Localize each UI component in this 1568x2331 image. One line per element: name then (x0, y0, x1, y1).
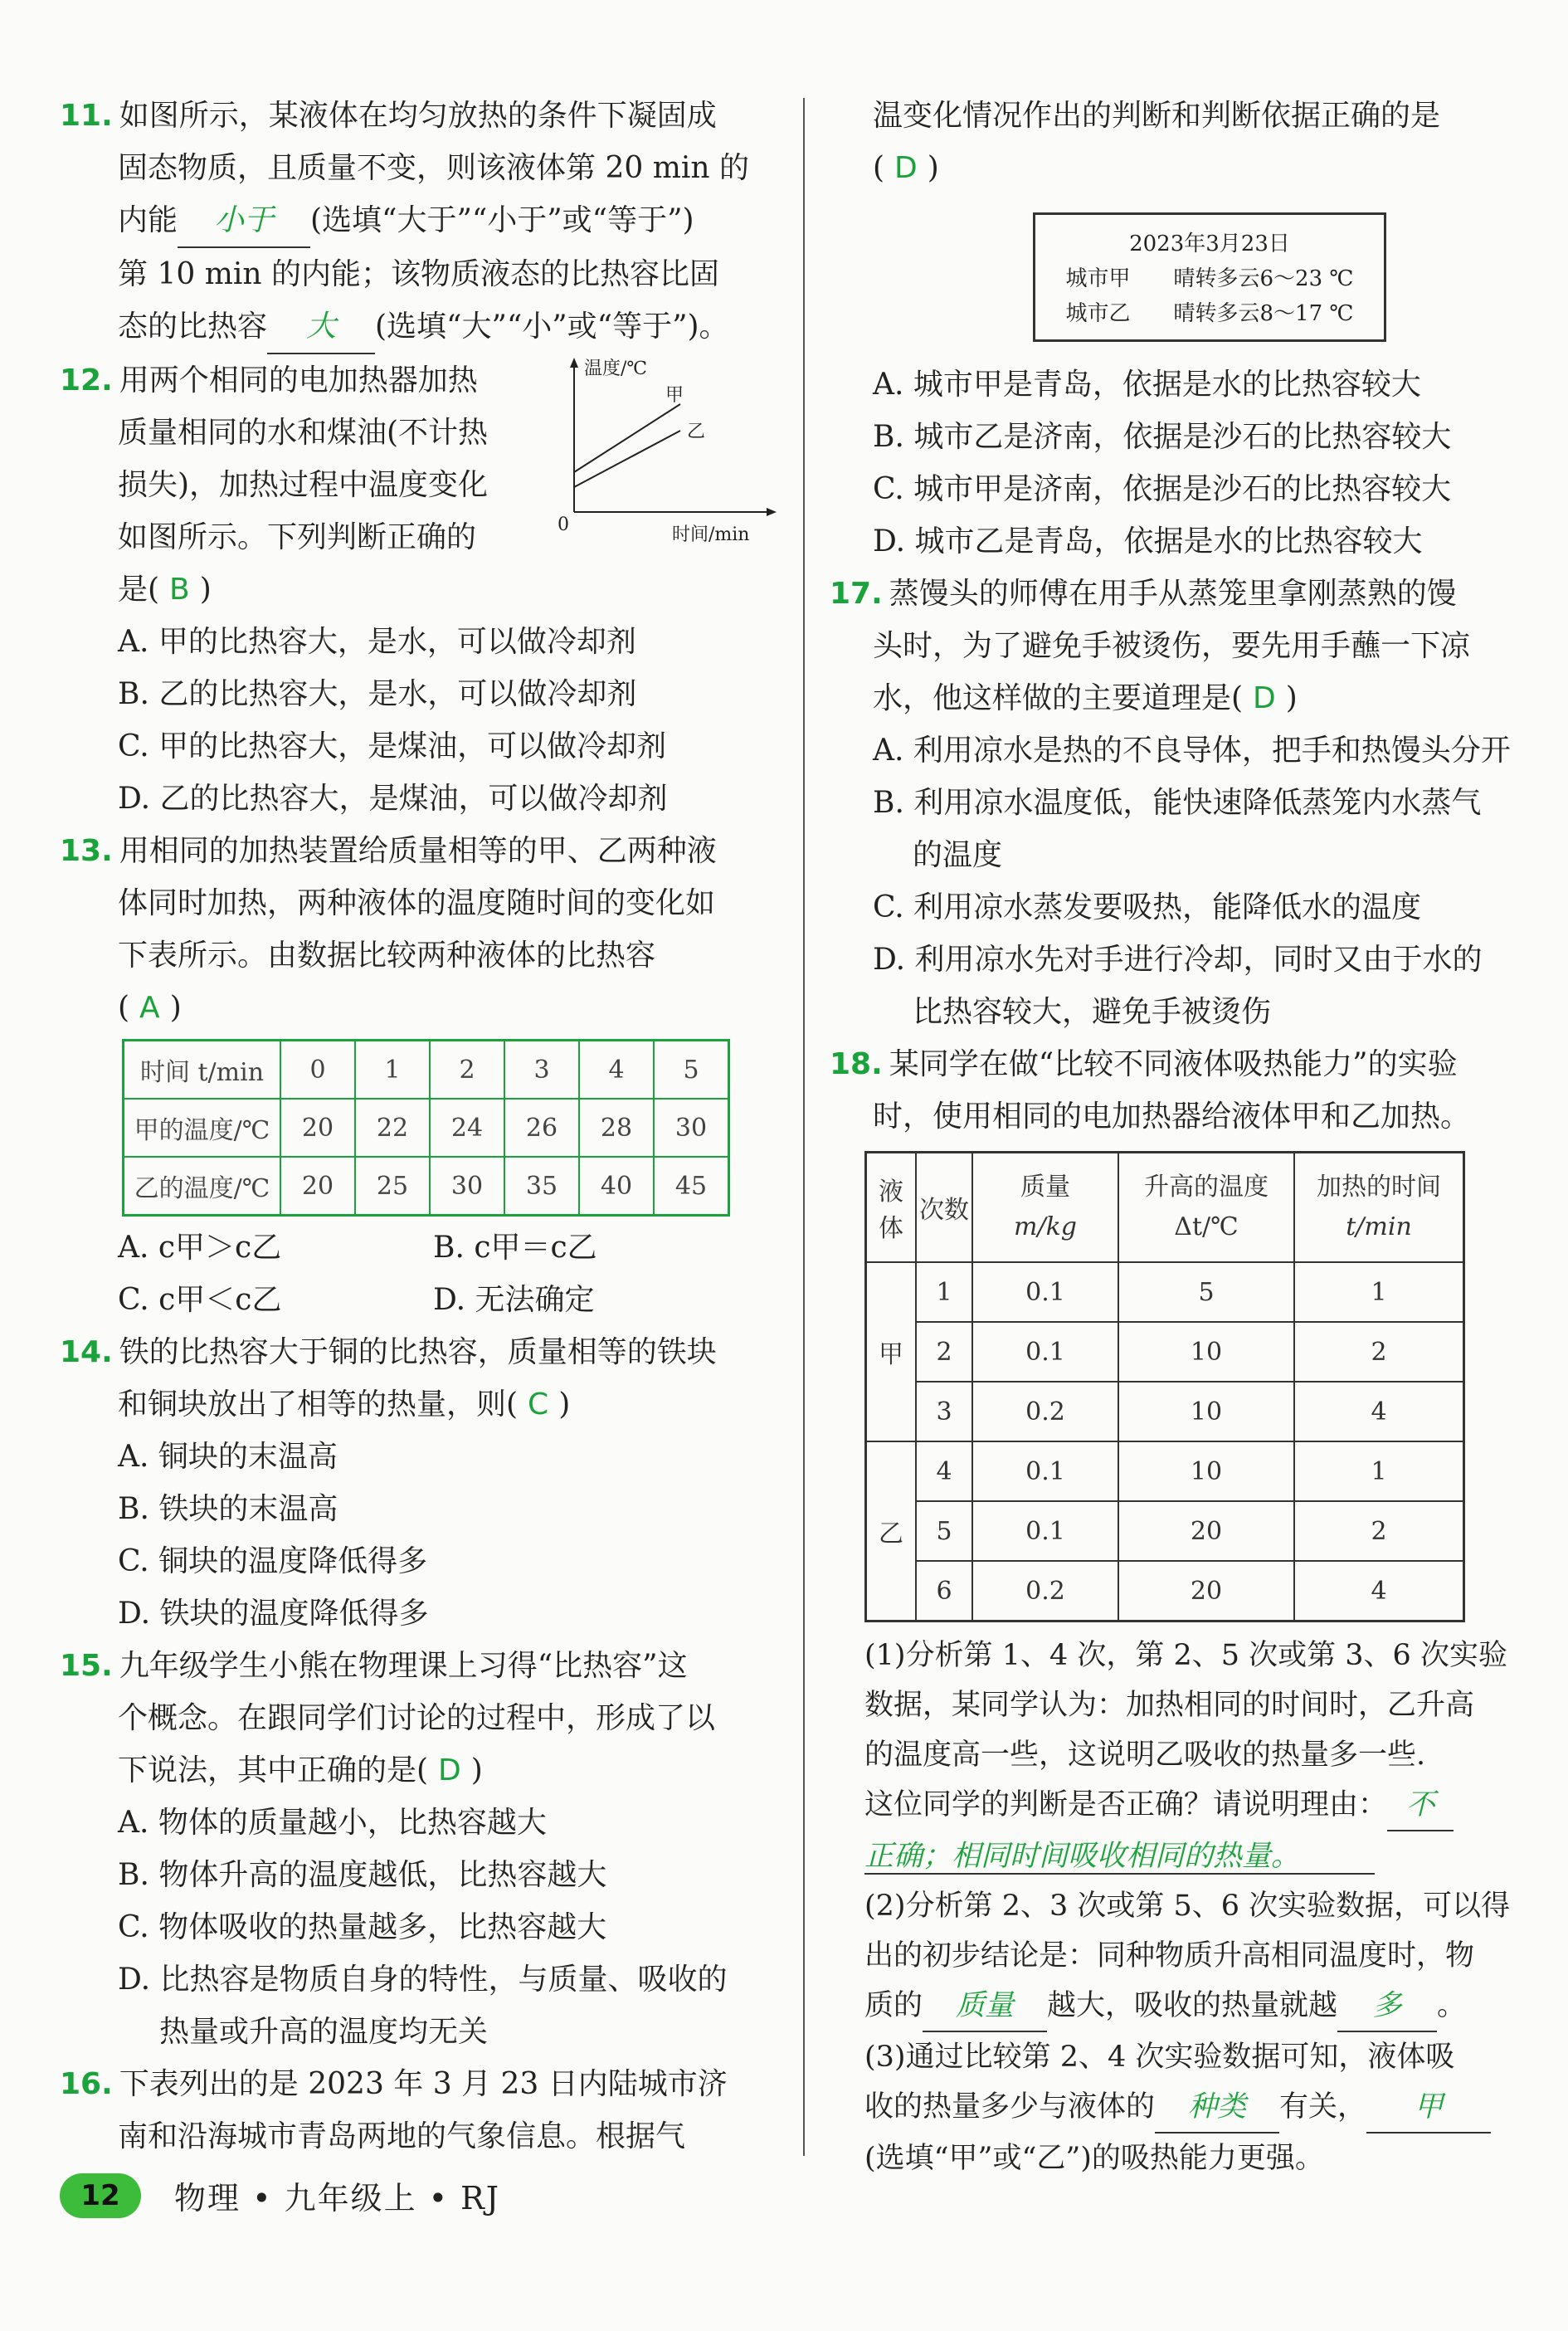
option: A. 甲的比热容大，是水，可以做冷却剂 (118, 625, 636, 659)
option: B. c甲＝c乙 (433, 1231, 597, 1265)
option: D. 乙的比热容大，是煤油，可以做冷却剂 (118, 782, 668, 816)
option: B. 利用凉水温度低，能快速降低蒸笼内水蒸气 (873, 786, 1482, 820)
answer-blank: 甲 (1366, 2082, 1491, 2133)
column-divider (803, 98, 805, 2156)
option: B. 乙的比热容大，是水，可以做冷却剂 (118, 677, 637, 711)
question-11: 11. 如图所示，某液体在均匀放热的条件下凝固成 固态物质，且质量不变，则该液体第 20 min 的 内能 小于 (选填“大于”“小于”或“等于”) 第 10 min 的内能；该物质液态的比热容比固 态的比热容 大 (选填“大”“小”或“等于”)。 (60, 90, 782, 354)
answer-blank: 不 (1387, 1780, 1454, 1831)
option: C. 城市甲是济南，依据是沙石的比热容较大 (873, 472, 1452, 506)
option: C. 物体吸收的热量越多，比热容越大 (118, 1910, 607, 1944)
question-13: 13. 用相同的加热装置给质量相等的甲、乙两种液 体同时加热，两种液体的温度随时间的变化如 下表所示。由数据比较两种液体的比热容 ( A ) 时间 t/min 0 1 2 3 4 5 甲的温度/℃ 20 22 24 26 28 30 乙的温度/℃ 20 25 30 35 40 45 A. c甲＞c乙 B. c甲＝c乙 C. c甲＜c乙 D. 无法确定 (60, 825, 782, 1326)
option: D. 利用凉水先对手进行冷却，同时又由于水的 (873, 943, 1483, 977)
answer-handwriting: 正确；相同时间吸收相同的热量。 (864, 1840, 1375, 1875)
experiment-table (864, 1151, 1465, 1622)
option: A. c甲＞c乙 (118, 1231, 282, 1265)
graph-ylabel: 温度/℃ (584, 358, 648, 379)
option: C. 利用凉水蒸发要吸热，能降低水的温度 (873, 890, 1422, 924)
temperature-table (122, 1039, 730, 1217)
question-12: 12. 用两个相同的电加热器加热 质量相同的水和煤油(不计热 损失)，加热过程中温度变化 如图所示。下列判断正确的 是( B ) 温度/℃ 时间/min 0 甲 乙 A. 甲的比热容大，是水，可以做冷却剂 B. 乙的比热容大，是水，可以做冷却剂 C. 甲的比热容大，是煤油，可以做冷却剂 D. 乙的比热容大，是煤油，可以做冷却剂 (60, 354, 782, 825)
answer-blank: 大 (267, 300, 375, 354)
question-16-continued: 温变化情况作出的判断和判断依据正确的是 ( D ) 2023年3月23日 城市甲 晴转多云6～23 ℃ 城市乙 晴转多云8～17 ℃ A. 城市甲是青岛，依据是水的比热容较大 B. 城市乙是济南，依据是沙石的比热容较大 C. 城市甲是济南，依据是沙石的比热容较大 D. 城市乙是青岛，依据是水的比热容较大 (830, 90, 1531, 568)
option: A. 利用凉水是热的不良导体，把手和热馒头分开 (873, 734, 1511, 768)
left-column (60, 90, 782, 2163)
option: C. 铜块的温度降低得多 (118, 1544, 428, 1578)
answer-blank: 小于 (178, 194, 310, 248)
option: D. 比热容是物质自身的特性，与质量、吸收的 (118, 1963, 728, 1997)
question-18: 18. 某同学在做“比较不同液体吸热能力”的实验 时，使用相同的电加热器给液体甲和乙加热。 液体 次数 质量 m/kg 升高的温度 Δt/℃ 加热的时间 t/min 甲 1 0.1 5 1 2 0.1 10 2 3 0.2 10 4 乙 4 0.1 10 1 5 0.1 20 2 6 0.2 20 4 (1)分析第 1、4 次，第 2、5 次或第 3、6 次实验 数据，某同学认为：加热相同的时间时，乙升高 的温度高一些，这说明乙吸收的热量多一些. 这位同学的判断是否正确？请说明理由： 不 正确；相同时间吸收相同的热量。 (2)分析第 2、3 次或第 5、6 次实验数据，可以得 出的初步结论是：同种物质升高相同温度时，物 质的 质量 越大，吸收的热量就越 多 。 (3)通过比较第 2、4 次实验数据可知，液体吸 收的热量多少与液体的 种类 有关， 甲 (选填“甲”或“乙”)的吸热能力更强。 (830, 1038, 1531, 2183)
answer-choice: B (169, 573, 190, 607)
option: B. 城市乙是济南，依据是沙石的比热容较大 (873, 420, 1452, 454)
option: D. 铁块的温度降低得多 (118, 1597, 429, 1631)
answer-choice: A (139, 991, 160, 1025)
table-row: 2 0.1 10 2 (866, 1322, 1464, 1382)
table-row: 乙的温度/℃ 20 25 30 35 40 45 (124, 1157, 729, 1216)
option: D. 城市乙是青岛，依据是水的比热容较大 (873, 524, 1423, 558)
page-footer (60, 2173, 500, 2218)
answer-choice: D (438, 1753, 461, 1787)
y-axis-arrow (570, 358, 578, 368)
option: A. 铜块的末温高 (118, 1440, 338, 1474)
graph-origin: 0 (558, 514, 569, 535)
book-title: 物理 • 九年级上 • RJ (174, 2180, 500, 2216)
option: C. 甲的比热容大，是煤油，可以做冷却剂 (118, 729, 667, 763)
answer-blank: 种类 (1155, 2082, 1279, 2133)
line-yi (574, 431, 680, 487)
table-row: 甲的温度/℃ 20 22 24 26 28 30 (124, 1099, 729, 1157)
option-continued: 热量或升高的温度均无关 (159, 2015, 489, 2049)
line-jia (574, 404, 680, 472)
page-number-badge: 12 (60, 2173, 141, 2218)
table-row: 6 0.2 20 4 (866, 1561, 1464, 1621)
option: B. 物体升高的温度越低，比热容越大 (118, 1858, 607, 1892)
x-axis-arrow (767, 508, 777, 516)
option: A. 物体的质量越小，比热容越大 (118, 1806, 547, 1840)
table-row: 3 0.2 10 4 (866, 1382, 1464, 1441)
option-continued: 的温度 (913, 838, 1003, 872)
question-16: 16. 下表列出的是 2023 年 3 月 23 日内陆城市济 南和沿海城市青岛两地的气象信息。根据气 (60, 2067, 728, 2153)
answer-choice: C (528, 1387, 549, 1422)
answer-blank: 多 (1337, 1981, 1437, 2032)
table-header-row: 液体 次数 质量 m/kg 升高的温度 Δt/℃ 加热的时间 t/min (866, 1153, 1464, 1263)
option: C. c甲＜c乙 (118, 1283, 282, 1317)
question-14: 14. 铁的比热容大于铜的比热容，质量相等的铁块 和铜块放出了相等的热量，则( C ) A. 铜块的末温高 B. 铁块的末温高 C. 铜块的温度降低得多 D. 铁块的温度降低得多 (60, 1326, 782, 1640)
table-row: 5 0.1 20 2 (866, 1501, 1464, 1561)
graph-label-jia: 甲 (665, 385, 684, 406)
answer-choice: D (894, 151, 918, 185)
table-row: 时间 t/min 0 1 2 3 4 5 (124, 1041, 729, 1100)
table-row: 甲 1 0.1 5 1 (866, 1262, 1464, 1322)
table-row: 乙 4 0.1 10 1 (866, 1441, 1464, 1501)
option: D. 无法确定 (433, 1283, 595, 1317)
graph-xlabel: 时间/min (672, 524, 750, 545)
right-column (830, 90, 1531, 2183)
temperature-time-graph (556, 354, 780, 545)
question-17: 17. 蒸馒头的师傅在用手从蒸笼里拿刚蒸熟的馒 头时，为了避免手被烫伤，要先用手蘸一下凉 水，他这样做的主要道理是( D ) A. 利用凉水是热的不良导体，把手和热馒头分开 B. 利用凉水温度低，能快速降低蒸笼内水蒸气 的温度 C. 利用凉水蒸发要吸热，能降低水的温度 D. 利用凉水先对手进行冷却，同时又由于水的 比热容较大，避免手被烫伤 (830, 568, 1531, 1038)
question-15: 15. 九年级学生小熊在物理课上习得“比热容”这 个概念。在跟同学们讨论的过程中，形成了以 下说法，其中正确的是( D ) A. 物体的质量越小，比热容越大 B. 物体升高的温度越低，比热容越大 C. 物体吸收的热量越多，比热容越大 D. 比热容是物质自身的特性，与质量、吸收的 热量或升高的温度均无关 (60, 1640, 782, 2058)
answer-blank: 质量 (923, 1981, 1047, 2032)
graph-label-yi: 乙 (687, 422, 706, 442)
weather-table: 2023年3月23日 城市甲 晴转多云6～23 ℃ 城市乙 晴转多云8～17 ℃ (1033, 212, 1386, 342)
option-continued: 比热容较大，避免手被烫伤 (913, 995, 1272, 1029)
answer-choice: D (1253, 681, 1276, 715)
option: B. 铁块的末温高 (118, 1492, 338, 1526)
q18-subquestions: (1)分析第 1、4 次，第 2、5 次或第 3、6 次实验 数据，某同学认为：加热相同的时间时，乙升高 的温度高一些，这说明乙吸收的热量多一些. 这位同学的判断是否正确？请说明理由： 不 正确；相同时间吸收相同的热量。 (2)分析第 2、3 次或第 5、6 次实验数据，可以得 出的初步结论是：同种物质升高相同温度时，物 质的 质量 越大，吸收的热量就越 多 。 (3)通过比较第 2、4 次实验数据可知，液体吸 收的热量多少与液体的 种类 有关， 甲 (选填“甲”或“乙”)的吸热能力更强。 (864, 1639, 1511, 2175)
option: A. 城市甲是青岛，依据是水的比热容较大 (873, 368, 1421, 402)
